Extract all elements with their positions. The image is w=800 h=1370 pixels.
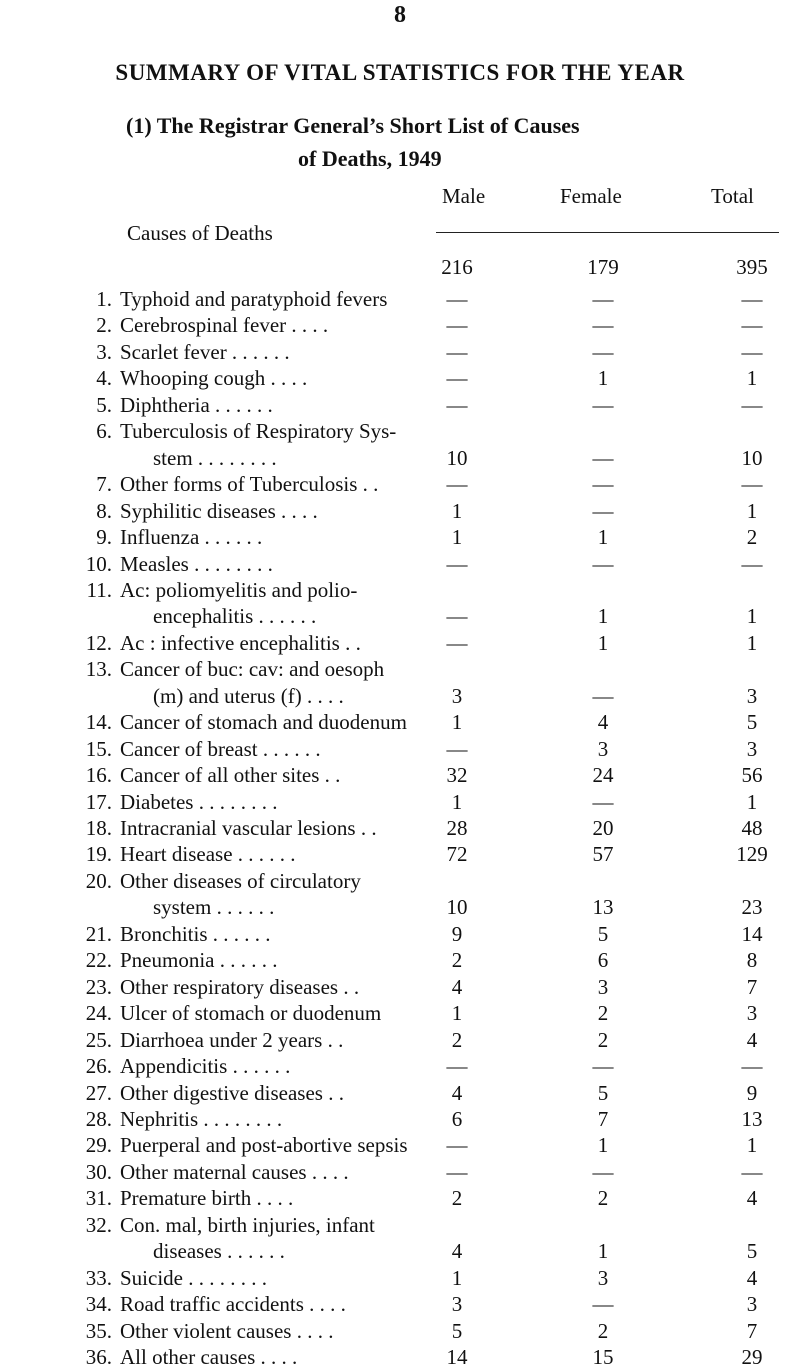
cell-male: 3 (451, 683, 463, 708)
page-title: SUMMARY OF VITAL STATISTICS FOR THE YEAR (115, 60, 685, 85)
cell-male: 72 (446, 842, 468, 867)
cause-label: Tuberculosis of Respiratory Sys- (120, 419, 397, 444)
cell-male: 10 (446, 895, 468, 920)
cell-male: — (446, 392, 468, 417)
table-subtitle-line1: (1) The Registrar General’s Short List of Causes (126, 113, 580, 138)
cell-male: — (446, 736, 468, 761)
cause-label: Diphtheria . . . . . . (120, 392, 273, 417)
cause-label: system . . . . . . (153, 895, 275, 920)
row-number: 1. (96, 287, 112, 311)
cell-male: — (446, 313, 468, 338)
header-causes: Causes of Deaths (127, 221, 273, 245)
cause-label: Pneumonia . . . . . . (120, 948, 278, 973)
row-number: 20. (85, 868, 112, 893)
cell-total: 4 (746, 1265, 758, 1290)
cause-label: Cancer of breast . . . . . . (120, 736, 321, 761)
cause-label: Intracranial vascular lesions . . (120, 816, 377, 840)
row-number: 11. (86, 577, 112, 602)
cause-label: Appendicitis . . . . . . (120, 1054, 291, 1079)
cell-female: — (592, 498, 614, 523)
row-number: 31. (85, 1186, 112, 1211)
cause-label: encephalitis . . . . . . (153, 604, 317, 629)
cell-female: 57 (592, 842, 614, 867)
cause-label: stem . . . . . . . . (153, 445, 277, 470)
cell-total: 1 (746, 604, 758, 629)
cause-label: Whooping cough . . . . (120, 366, 308, 391)
cell-total: 3 (746, 683, 758, 708)
row-number: 34. (85, 1292, 112, 1317)
cause-label: Other respiratory diseases . . (120, 974, 360, 999)
cause-label: Typhoid and paratyphoid fevers (120, 287, 388, 311)
cell-female: — (592, 551, 614, 576)
cell-male: 3 (451, 1292, 463, 1317)
cause-label: Measles . . . . . . . . (120, 551, 273, 576)
row-number: 18. (85, 816, 112, 840)
cause-label: Diarrhoea under 2 years . . (120, 1027, 344, 1052)
cell-total: 3 (746, 1001, 758, 1026)
cell-male: 1 (451, 1265, 463, 1290)
cell-female: 6 (597, 948, 609, 973)
cell-female: 5 (597, 921, 609, 946)
cause-label: diseases . . . . . . (153, 1239, 285, 1264)
row-number: 28. (85, 1106, 112, 1131)
row-number: 4. (96, 366, 112, 391)
cell-total: 3 (746, 736, 758, 761)
cause-label: Ac: poliomyelitis and polio- (120, 577, 358, 602)
cell-male: — (446, 472, 468, 497)
cell-total: 8 (746, 948, 758, 973)
row-number: 35. (85, 1318, 112, 1343)
cell-male: 5 (451, 1318, 463, 1343)
cause-label: Bronchitis . . . . . . (120, 921, 271, 946)
cell-female: 7 (597, 1106, 609, 1131)
cell-male: 9 (451, 921, 463, 946)
row-number: 8. (96, 498, 112, 523)
cell-male: 4 (451, 974, 463, 999)
cell-total: — (741, 287, 763, 311)
row-number: 17. (85, 789, 112, 814)
cell-female: 4 (597, 710, 609, 735)
cell-female: 2 (597, 1318, 609, 1343)
row-number: 13. (85, 657, 112, 682)
cell-male: 4 (451, 1080, 463, 1105)
row-number: 12. (85, 630, 112, 655)
cell-total: 1 (746, 1133, 758, 1158)
cell-total: 1 (746, 498, 758, 523)
cause-label: Influenza . . . . . . (120, 525, 263, 550)
row-number: 5. (96, 392, 112, 417)
cell-female: 1 (597, 604, 609, 629)
cell-male: — (446, 366, 468, 391)
cause-label: Cancer of all other sites . . (120, 763, 341, 788)
cell-male: — (446, 1133, 468, 1158)
cause-label: Other diseases of circulatory (120, 868, 361, 893)
row-number: 24. (85, 1001, 112, 1026)
cell-male: — (446, 1159, 468, 1184)
cell-total: — (741, 339, 763, 364)
cell-female: 3 (597, 1265, 609, 1290)
cell-male: 10 (446, 445, 468, 470)
cause-label: Suicide . . . . . . . . (120, 1265, 267, 1290)
row-number: 3. (96, 339, 112, 364)
cell-total: — (741, 392, 763, 417)
cell-male: 2 (451, 1186, 463, 1211)
cell-female: — (592, 445, 614, 470)
cell-female: — (592, 789, 614, 814)
cell-female: 1 (597, 1239, 609, 1264)
cell-female: — (592, 339, 614, 364)
cause-label: Cancer of buc: cav: and oesoph (120, 657, 385, 682)
cell-female: 20 (592, 816, 614, 840)
row-number: 22. (85, 948, 112, 973)
row-number: 26. (85, 1054, 112, 1079)
cell-female: 1 (597, 366, 609, 391)
cell-total: 56 (741, 763, 763, 788)
cell-total: — (741, 1159, 763, 1184)
cause-label: Ulcer of stomach or duodenum (120, 1001, 382, 1026)
cell-female: 13 (592, 895, 614, 920)
row-number: 29. (85, 1133, 112, 1158)
row-number: 33. (85, 1265, 112, 1290)
cause-label: Scarlet fever . . . . . . (120, 339, 290, 364)
cell-male: — (446, 630, 468, 655)
cell-total: 9 (746, 1080, 758, 1105)
cause-label: Cerebrospinal fever . . . . (120, 313, 329, 338)
header-female: Female (560, 184, 622, 208)
cause-label: Ac : infective encephalitis . . (120, 630, 361, 655)
row-number: 2. (96, 313, 112, 338)
row-number: 30. (85, 1159, 112, 1184)
cell-male: 1 (451, 789, 463, 814)
cause-label: Other violent causes . . . . (120, 1318, 334, 1343)
cause-label: Puerperal and post-abortive sepsis (120, 1133, 408, 1158)
cause-label: Syphilitic diseases . . . . (120, 498, 318, 523)
cell-total: 5 (746, 1239, 758, 1264)
cell-female: 15 (592, 1345, 614, 1369)
row-number: 25. (85, 1027, 112, 1052)
cell-female: — (592, 287, 614, 311)
cell-male: 2 (451, 948, 463, 973)
cell-total: 29 (741, 1345, 763, 1369)
cell-total: 1 (746, 366, 758, 391)
cell-male: 14 (446, 1345, 468, 1369)
cause-label: Heart disease . . . . . . (120, 842, 296, 867)
cell-total: 7 (746, 1318, 758, 1343)
row-number: 10. (85, 551, 112, 576)
cell-female: — (592, 392, 614, 417)
cell-male: 2 (451, 1027, 463, 1052)
cause-label: All other causes . . . . (120, 1345, 298, 1369)
cell-male: 1 (451, 525, 463, 550)
cause-label: Con. mal, birth injuries, infant (120, 1212, 375, 1237)
total-total: 395 (736, 255, 768, 279)
cell-total: — (741, 1054, 763, 1079)
cell-total: 48 (741, 816, 763, 840)
cell-male: 32 (446, 763, 468, 788)
cell-male: 1 (451, 710, 463, 735)
header-male: Male (442, 184, 486, 208)
cell-female: 1 (597, 630, 609, 655)
cause-label: Other digestive diseases . . (120, 1080, 344, 1105)
row-number: 14. (85, 710, 112, 735)
cause-label: Road traffic accidents . . . . (120, 1292, 346, 1317)
cause-label: Other maternal causes . . . . (120, 1159, 349, 1184)
cell-total: 1 (746, 789, 758, 814)
cause-label: Diabetes . . . . . . . . (120, 789, 278, 814)
cell-male: 4 (451, 1239, 463, 1264)
cell-female: 1 (597, 1133, 609, 1158)
cell-total: — (741, 313, 763, 338)
cell-total: 13 (741, 1106, 763, 1131)
cell-female: — (592, 1292, 614, 1317)
row-number: 7. (96, 472, 112, 497)
cell-male: — (446, 287, 468, 311)
cause-label: (m) and uterus (f) . . . . (153, 683, 344, 708)
cell-female: 5 (597, 1080, 609, 1105)
cell-male: 1 (451, 1001, 463, 1026)
cell-female: 2 (597, 1027, 609, 1052)
cell-total: — (741, 472, 763, 497)
cell-total: 4 (746, 1027, 758, 1052)
cell-female: 24 (592, 763, 614, 788)
cell-male: — (446, 339, 468, 364)
page-number: 8 (394, 2, 406, 28)
row-number: 16. (85, 763, 112, 788)
cell-male: — (446, 551, 468, 576)
cell-total: 4 (746, 1186, 758, 1211)
cell-total: 23 (741, 895, 763, 920)
cell-female: — (592, 1159, 614, 1184)
cell-female: 2 (597, 1186, 609, 1211)
cell-male: — (446, 1054, 468, 1079)
row-number: 21. (85, 921, 112, 946)
table-subtitle-line2: of Deaths, 1949 (298, 146, 442, 171)
row-number: 36. (85, 1345, 112, 1369)
cell-total: 7 (746, 974, 758, 999)
row-number: 19. (85, 842, 112, 867)
row-number: 15. (85, 736, 112, 761)
cell-male: — (446, 604, 468, 629)
row-number: 23. (85, 974, 112, 999)
cell-female: — (592, 313, 614, 338)
cause-label: Other forms of Tuberculosis . . (120, 472, 379, 497)
cell-female: — (592, 1054, 614, 1079)
header-rule (436, 232, 779, 233)
cell-male: 1 (451, 498, 463, 523)
total-female: 179 (587, 255, 619, 279)
cell-female: 1 (597, 525, 609, 550)
cell-female: 3 (597, 736, 609, 761)
cause-label: Cancer of stomach and duodenum (120, 710, 407, 735)
cell-total: 129 (736, 842, 768, 867)
cell-total: 10 (741, 445, 763, 470)
cell-female: 3 (597, 974, 609, 999)
cell-total: — (741, 551, 763, 576)
cell-male: 6 (451, 1106, 463, 1131)
header-total: Total (711, 184, 754, 208)
cause-label: Premature birth . . . . (120, 1186, 294, 1211)
cell-male: 28 (446, 816, 468, 840)
cell-female: — (592, 683, 614, 708)
cell-total: 2 (746, 525, 758, 550)
cell-total: 5 (746, 710, 758, 735)
cell-total: 14 (741, 921, 763, 946)
cell-female: 2 (597, 1001, 609, 1026)
cell-total: 3 (746, 1292, 758, 1317)
cell-total: 1 (746, 630, 758, 655)
cause-label: Nephritis . . . . . . . . (120, 1106, 283, 1131)
row-number: 6. (96, 419, 112, 444)
row-number: 27. (85, 1080, 112, 1105)
row-number: 32. (85, 1212, 112, 1237)
cell-female: — (592, 472, 614, 497)
total-male: 216 (441, 255, 473, 279)
row-number: 9. (96, 525, 112, 550)
